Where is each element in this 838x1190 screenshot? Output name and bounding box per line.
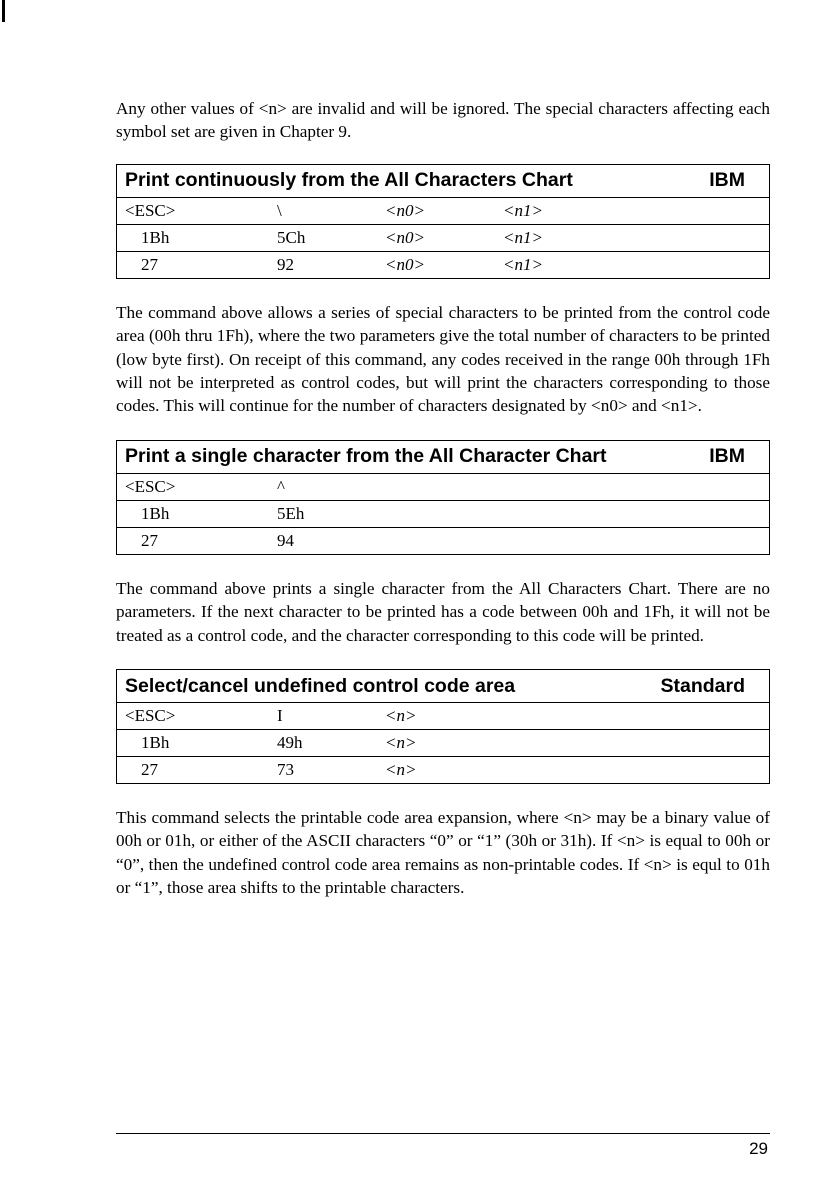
code-cell: 92 — [277, 254, 294, 274]
command-header — [117, 670, 769, 703]
code-cell: 94 — [277, 530, 294, 550]
command-title: Print a single character from the All Character Chart — [125, 445, 607, 468]
page-number: 29 — [749, 1139, 768, 1158]
command-title: Print continuously from the All Characters Chart — [125, 169, 573, 192]
command-mode: Standard — [660, 674, 745, 697]
command-description: The command above allows a series of special characters to be printed from the control code area (00h thru 1Fh), where the two parameters give the total number of characters to be printed (low byte first). On receipt of this command, any codes received in the range 00h through 1Fh will not be interpreted as control codes, but will print the characters corresponding to those codes. This will continue for the number of characters designated by <n0> and <n1>. — [116, 302, 770, 416]
page-content — [116, 97, 770, 900]
command-row-esc — [117, 474, 769, 500]
command-row-hex — [117, 500, 769, 527]
code-cell: \ — [277, 200, 282, 220]
command-header — [117, 441, 769, 474]
param-cell: <n1> — [503, 227, 543, 247]
param-cell: <n0> — [385, 200, 425, 220]
code-cell: ^ — [277, 476, 285, 496]
code-cell: <ESC> — [125, 200, 176, 220]
intro-paragraph: Any other values of <n> are invalid and will be ignored. The special characters affecting each symbol set are given in Chapter 9. — [116, 99, 770, 142]
code-cell: 1Bh — [141, 503, 170, 523]
command-description: The command above prints a single character from the All Characters Chart. There are no parameters. If the next character to be printed has a code between 00h and 1Fh, it will not be treated as a control code, and the character corresponding to this code will be printed. — [116, 578, 770, 645]
command-box-undefined-area — [116, 669, 770, 784]
command-mode: IBM — [709, 169, 745, 192]
code-cell: 1Bh — [141, 227, 170, 247]
code-cell: 27 — [141, 254, 158, 274]
command-row-decimal — [117, 527, 769, 554]
param-cell: <n1> — [503, 254, 543, 274]
param-cell: <n0> — [385, 227, 425, 247]
command-description: This command selects the printable code area expansion, where <n> may be a binary value of 00h or 01h, or either of the ASCII characters “0” or “1” (30h or 31h). If <n> is equal to 00h or “0”, then the undefined control code area remains as non-printable codes. If <n> is equl to 01h or “1”, those area shifts to the printable characters. — [116, 808, 770, 898]
command-row-esc — [117, 703, 769, 729]
code-cell: 5Ch — [277, 227, 306, 247]
param-cell: <n> — [385, 733, 417, 753]
code-cell: I — [277, 706, 283, 726]
code-cell: 73 — [277, 760, 294, 780]
command-box-print-continuous — [116, 164, 770, 279]
code-cell: 1Bh — [141, 733, 170, 753]
footer-rule — [116, 1133, 770, 1134]
param-cell: <n1> — [503, 200, 543, 220]
command-header — [117, 165, 769, 198]
code-cell: 49h — [277, 733, 303, 753]
command-row-hex — [117, 224, 769, 251]
command-row-hex — [117, 729, 769, 756]
code-cell: 5Eh — [277, 503, 305, 523]
param-cell: <n> — [385, 706, 417, 726]
scan-edge-mark — [2, 0, 5, 22]
command-row-esc — [117, 198, 769, 224]
command-box-print-single — [116, 440, 770, 555]
code-cell: <ESC> — [125, 476, 176, 496]
code-cell: 27 — [141, 530, 158, 550]
code-cell: 27 — [141, 760, 158, 780]
param-cell: <n> — [385, 760, 417, 780]
code-cell: <ESC> — [125, 706, 176, 726]
command-mode: IBM — [709, 445, 745, 468]
command-row-decimal — [117, 756, 769, 783]
param-cell: <n0> — [385, 254, 425, 274]
command-title: Select/cancel undefined control code area — [125, 674, 516, 697]
command-row-decimal — [117, 251, 769, 278]
